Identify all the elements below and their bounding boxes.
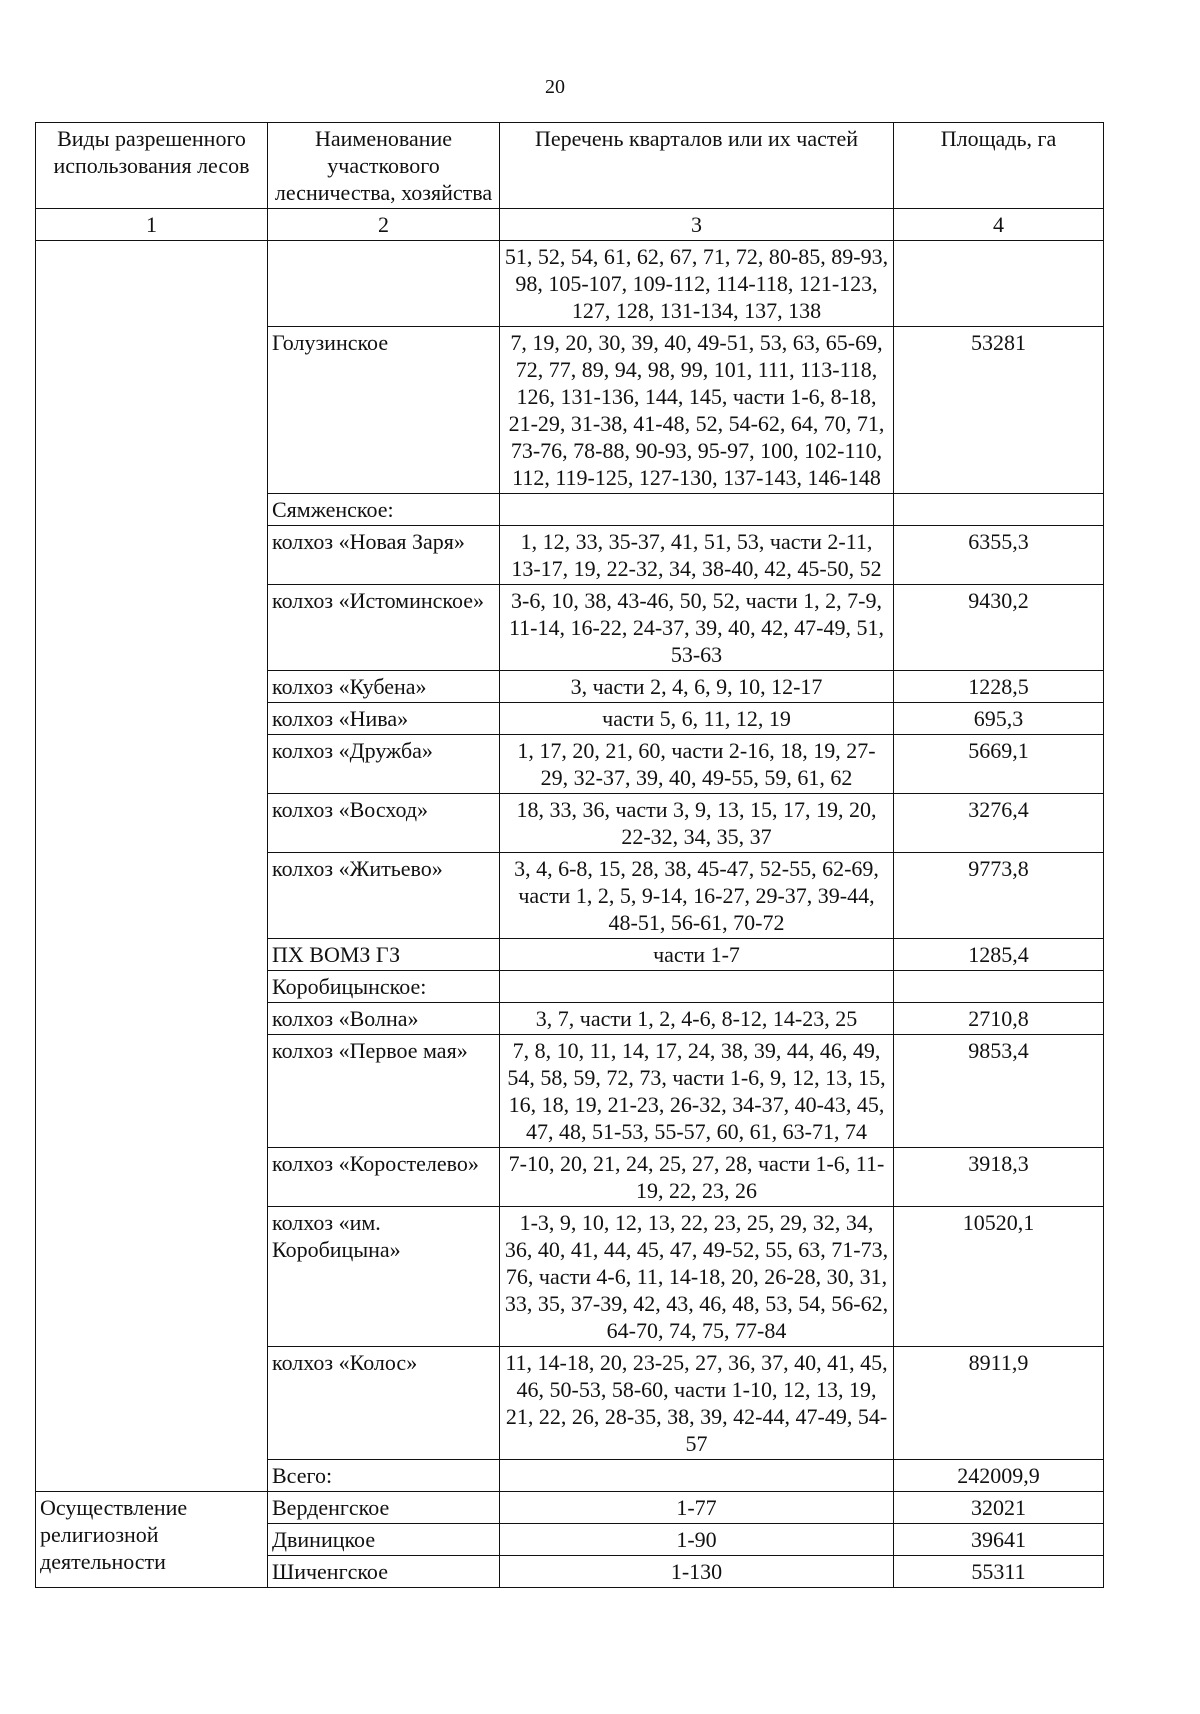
use-type-cell-empty xyxy=(36,241,268,1492)
column-number: 3 xyxy=(500,209,894,241)
quarters-list: 1-90 xyxy=(500,1524,894,1556)
area-value xyxy=(894,971,1104,1003)
quarters-list: 7, 8, 10, 11, 14, 17, 24, 38, 39, 44, 46, 49, 54, 58, 59, 72, 73, части 1-6, 9, 12, 13, 15, 16, 18, 19, 21-23, 26-32, 34-37, 40-43, 45, 47, 48, 51-53, 55-57, 60, 61, 63-71, 74 xyxy=(500,1035,894,1148)
quarters-list: 1, 17, 20, 21, 60, части 2-16, 18, 19, 27-29, 32-37, 39, 40, 49-55, 59, 61, 62 xyxy=(500,735,894,794)
forestry-name: колхоз «Нива» xyxy=(268,703,500,735)
forestry-name: колхоз «Восход» xyxy=(268,794,500,853)
area-value: 6355,3 xyxy=(894,526,1104,585)
forestry-name: колхоз «Истоминское» xyxy=(268,585,500,671)
area-value: 2710,8 xyxy=(894,1003,1104,1035)
area-value: 695,3 xyxy=(894,703,1104,735)
forestry-name: колхоз «Колос» xyxy=(268,1347,500,1460)
page-number: 20 xyxy=(545,76,565,98)
table-header-row xyxy=(36,123,1104,209)
area-value xyxy=(894,494,1104,526)
area-value: 9430,2 xyxy=(894,585,1104,671)
forestry-name: ПХ ВОМЗ ГЗ xyxy=(268,939,500,971)
area-value: 32021 xyxy=(894,1492,1104,1524)
quarters-list xyxy=(500,1460,894,1492)
header-use-type: Виды разрешенного использования лесов xyxy=(36,123,268,209)
area-value: 5669,1 xyxy=(894,735,1104,794)
area-value: 8911,9 xyxy=(894,1347,1104,1460)
quarters-list: 7-10, 20, 21, 24, 25, 27, 28, части 1-6, 11-19, 22, 23, 26 xyxy=(500,1148,894,1207)
table-row xyxy=(36,241,1104,327)
quarters-list: 1-130 xyxy=(500,1556,894,1588)
area-value: 9853,4 xyxy=(894,1035,1104,1148)
quarters-list: 11, 14-18, 20, 23-25, 27, 36, 37, 40, 41, 45, 46, 50-53, 58-60, части 1-10, 12, 13, 19, 21, 22, 26, 28-35, 38, 39, 42-44, 47-49, 54-57 xyxy=(500,1347,894,1460)
forestry-name: Шиченгское xyxy=(268,1556,500,1588)
column-number-row xyxy=(36,209,1104,241)
column-number: 1 xyxy=(36,209,268,241)
area-value: 3276,4 xyxy=(894,794,1104,853)
forestry-name: колхоз «Новая Заря» xyxy=(268,526,500,585)
forestry-name: Сямженское: xyxy=(268,494,500,526)
header-area: Площадь, га xyxy=(894,123,1104,209)
area-value: 55311 xyxy=(894,1556,1104,1588)
quarters-list: 3-6, 10, 38, 43-46, 50, 52, части 1, 2, 7-9, 11-14, 16-22, 24-37, 39, 40, 42, 47-49, 51, 53-63 xyxy=(500,585,894,671)
area-value: 1228,5 xyxy=(894,671,1104,703)
forestry-name: Верденгское xyxy=(268,1492,500,1524)
forestry-name: колхоз «Дружба» xyxy=(268,735,500,794)
forestry-name: Двиницкое xyxy=(268,1524,500,1556)
quarters-list: 7, 19, 20, 30, 39, 40, 49-51, 53, 63, 65-69, 72, 77, 89, 94, 98, 99, 101, 111, 113-118, 126, 131-136, 144, 145, части 1-6, 8-18, 21-29, 31-38, 41-48, 52, 54-62, 64, 70, 71, 73-76, 78-88, 90-93, 95-97, 100, 102-110, 112, 119-125, 127-130, 137-143, 146-148 xyxy=(500,327,894,494)
area-value: 53281 xyxy=(894,327,1104,494)
area-value: 39641 xyxy=(894,1524,1104,1556)
forest-use-table xyxy=(35,122,1104,1588)
quarters-list: части 1-7 xyxy=(500,939,894,971)
area-value: 3918,3 xyxy=(894,1148,1104,1207)
column-number: 4 xyxy=(894,209,1104,241)
forestry-name: Коробицынское: xyxy=(268,971,500,1003)
quarters-list: части 5, 6, 11, 12, 19 xyxy=(500,703,894,735)
quarters-list: 3, 7, части 1, 2, 4-6, 8-12, 14-23, 25 xyxy=(500,1003,894,1035)
total-label: Всего: xyxy=(268,1460,500,1492)
forestry-name: колхоз «Первое мая» xyxy=(268,1035,500,1148)
column-number: 2 xyxy=(268,209,500,241)
table-row xyxy=(36,1492,1104,1524)
forestry-name: колхоз «Житьево» xyxy=(268,853,500,939)
quarters-list: 1-3, 9, 10, 12, 13, 22, 23, 25, 29, 32, 34, 36, 40, 41, 44, 45, 47, 49-52, 55, 63, 71-73, 76, части 4-6, 11, 14-18, 20, 26-28, 30, 31, 33, 35, 37-39, 42, 43, 46, 48, 53, 54, 56-62, 64-70, 74, 75, 77-84 xyxy=(500,1207,894,1347)
quarters-list xyxy=(500,971,894,1003)
header-quarters: Перечень кварталов или их частей xyxy=(500,123,894,209)
quarters-list: 3, части 2, 4, 6, 9, 10, 12-17 xyxy=(500,671,894,703)
quarters-list: 1, 12, 33, 35-37, 41, 51, 53, части 2-11, 13-17, 19, 22-32, 34, 38-40, 42, 45-50, 52 xyxy=(500,526,894,585)
forestry-name: колхоз «им. Коробицына» xyxy=(268,1207,500,1347)
forestry-name xyxy=(268,241,500,327)
area-value: 1285,4 xyxy=(894,939,1104,971)
forestry-name: колхоз «Кубена» xyxy=(268,671,500,703)
forestry-name: Голузинское xyxy=(268,327,500,494)
area-value: 9773,8 xyxy=(894,853,1104,939)
forestry-name: колхоз «Волна» xyxy=(268,1003,500,1035)
quarters-list xyxy=(500,494,894,526)
quarters-list: 18, 33, 36, части 3, 9, 13, 15, 17, 19, 20, 22-32, 34, 35, 37 xyxy=(500,794,894,853)
area-value: 10520,1 xyxy=(894,1207,1104,1347)
forestry-name: колхоз «Коростелево» xyxy=(268,1148,500,1207)
header-forestry-name: Наименование участкового лесничества, хозяйства xyxy=(268,123,500,209)
use-type-religious: Осуществление религиозной деятельности xyxy=(36,1492,268,1588)
quarters-list: 3, 4, 6-8, 15, 28, 38, 45-47, 52-55, 62-69, части 1, 2, 5, 9-14, 16-27, 29-37, 39-44, 48-51, 56-61, 70-72 xyxy=(500,853,894,939)
quarters-list: 51, 52, 54, 61, 62, 67, 71, 72, 80-85, 89-93, 98, 105-107, 109-112, 114-118, 121-123, 127, 128, 131-134, 137, 138 xyxy=(500,241,894,327)
area-value xyxy=(894,241,1104,327)
total-area-value: 242009,9 xyxy=(894,1460,1104,1492)
quarters-list: 1-77 xyxy=(500,1492,894,1524)
